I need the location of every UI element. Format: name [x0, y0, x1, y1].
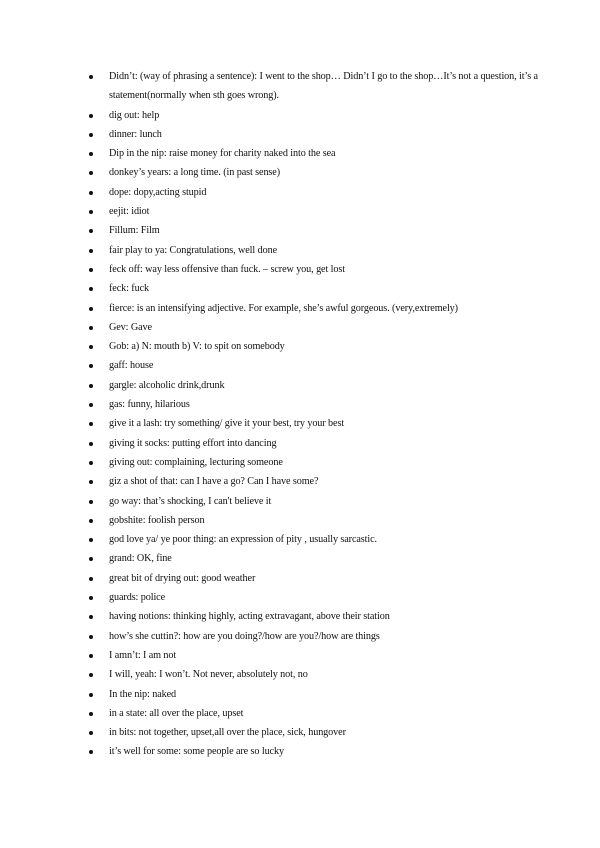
bullet-icon	[89, 364, 93, 368]
glossary-entry	[89, 414, 539, 433]
bullet-icon	[89, 442, 93, 446]
glossary-entry	[89, 67, 539, 106]
glossary-entry	[89, 472, 539, 491]
glossary-entry	[89, 453, 539, 472]
glossary-entry-text: I amn’t: I am not	[109, 649, 177, 661]
glossary-entry	[89, 511, 539, 530]
bullet-icon	[89, 519, 93, 523]
glossary-entry	[89, 742, 539, 761]
bullet-icon	[89, 326, 93, 330]
glossary-entry-text: guards: police	[109, 592, 166, 604]
glossary-entry	[89, 260, 539, 279]
glossary-entry	[89, 646, 539, 665]
glossary-entry-text: Gob: a) N: mouth b) V: to spit on somebody	[109, 341, 285, 353]
bullet-icon	[89, 693, 93, 697]
bullet-icon	[89, 654, 93, 658]
glossary-entry	[89, 549, 539, 568]
glossary-entry-text: in a state: all over the place, upset	[109, 707, 244, 719]
glossary-entry-text: great bit of drying out: good weather	[109, 572, 256, 584]
glossary-entry-text: gobshite: foolish person	[109, 514, 205, 526]
glossary-entry-text: it’s well for some: some people are so lucky	[109, 746, 284, 758]
glossary-entry-text: dinner: lunch	[109, 128, 162, 140]
glossary-entry-text: go way: that’s shocking, I can't believe it	[109, 495, 272, 507]
glossary-entry-text: Dip in the nip: raise money for charity naked into the sea	[109, 148, 336, 160]
glossary-entry	[89, 569, 539, 588]
glossary-entry	[89, 395, 539, 414]
bullet-icon	[89, 268, 93, 272]
glossary-entry-text: grand: OK, fine	[109, 553, 172, 565]
bullet-icon	[89, 133, 93, 137]
glossary-entry	[89, 337, 539, 356]
glossary-entry-text: dig out: help	[109, 109, 160, 121]
glossary-entry-text: fierce: is an intensifying adjective. For example, she’s awful gorgeous. (very,extremely)	[109, 302, 458, 314]
bullet-icon	[89, 307, 93, 311]
glossary-entry	[89, 221, 539, 240]
glossary-entry-text: giz a shot of that: can I have a go? Can I have some?	[109, 476, 319, 488]
glossary-entry	[89, 665, 539, 684]
glossary-entry-text: I will, yeah: I won’t. Not never, absolutely not, no	[109, 669, 308, 681]
slang-glossary-list	[89, 67, 539, 762]
glossary-entry-text: giving out: complaining, lecturing someone	[109, 456, 283, 468]
glossary-entry	[89, 163, 539, 182]
glossary-entry-text: eejit: idiot	[109, 206, 150, 218]
glossary-entry-text: god love ya/ ye poor thing: an expression of pity , usually sarcastic.	[109, 534, 378, 546]
bullet-icon	[89, 422, 93, 426]
glossary-entry-text: give it a lash: try something/ give it your best, try your best	[109, 418, 345, 430]
glossary-entry	[89, 588, 539, 607]
bullet-icon	[89, 500, 93, 504]
bullet-icon	[89, 403, 93, 407]
glossary-entry	[89, 434, 539, 453]
bullet-icon	[89, 577, 93, 581]
glossary-entry-text: Fillum: Film	[109, 225, 160, 237]
glossary-entry	[89, 607, 539, 626]
glossary-entry-text: in bits: not together, upset,all over the place, sick, hungover	[109, 727, 346, 739]
glossary-entry	[89, 106, 539, 125]
bullet-icon	[89, 673, 93, 677]
bullet-icon	[89, 712, 93, 716]
glossary-entry	[89, 376, 539, 395]
glossary-entry-text: fair play to ya: Congratulations, well done	[109, 244, 277, 256]
glossary-entry-text: Gev: Gave	[109, 321, 152, 333]
glossary-entry-text: how’s she cuttin?: how are you doing?/how are you?/how are things	[109, 630, 380, 642]
bullet-icon	[89, 191, 93, 195]
glossary-entry-text: feck: fuck	[109, 283, 150, 295]
bullet-icon	[89, 731, 93, 735]
glossary-entry	[89, 530, 539, 549]
glossary-entry-text: dope: dopy,acting stupid	[109, 186, 207, 198]
glossary-entry	[89, 241, 539, 260]
bullet-icon	[89, 461, 93, 465]
bullet-icon	[89, 750, 93, 754]
glossary-entry	[89, 704, 539, 723]
glossary-entry	[89, 144, 539, 163]
bullet-icon	[89, 171, 93, 175]
glossary-entry	[89, 318, 539, 337]
glossary-entry	[89, 492, 539, 511]
bullet-icon	[89, 152, 93, 156]
glossary-entry	[89, 202, 539, 221]
bullet-icon	[89, 114, 93, 118]
glossary-entry-text: gas: funny, hilarious	[109, 399, 190, 411]
bullet-icon	[89, 345, 93, 349]
bullet-icon	[89, 538, 93, 542]
bullet-icon	[89, 75, 93, 79]
glossary-entry-text: gaff: house	[109, 360, 154, 372]
glossary-entry-text: giving it socks: putting effort into dancing	[109, 437, 277, 449]
bullet-icon	[89, 615, 93, 619]
glossary-entry-text: gargle: alcoholic drink,drunk	[109, 379, 225, 391]
glossary-entry-text: feck off: way less offensive than fuck. – screw you, get lost	[109, 263, 345, 275]
bullet-icon	[89, 249, 93, 253]
bullet-icon	[89, 287, 93, 291]
glossary-entry-text: Didn’t: (way of phrasing a sentence): I went to the shop… Didn’t I go to the shop…It’s not a question, it’s a statement(normally when sth goes wrong).	[109, 71, 538, 102]
bullet-icon	[89, 210, 93, 214]
glossary-entry	[89, 125, 539, 144]
glossary-entry	[89, 723, 539, 742]
glossary-entry	[89, 356, 539, 375]
bullet-icon	[89, 229, 93, 233]
glossary-entry-text: having notions: thinking highly, acting extravagant, above their station	[109, 611, 390, 623]
glossary-entry	[89, 685, 539, 704]
glossary-entry-text: donkey’s years: a long time. (in past sense)	[109, 167, 281, 179]
bullet-icon	[89, 596, 93, 600]
glossary-entry	[89, 627, 539, 646]
bullet-icon	[89, 384, 93, 388]
glossary-entry	[89, 279, 539, 298]
glossary-entry-text: In the nip: naked	[109, 688, 177, 700]
bullet-icon	[89, 480, 93, 484]
glossary-entry	[89, 299, 539, 318]
bullet-icon	[89, 635, 93, 639]
glossary-entry	[89, 183, 539, 202]
bullet-icon	[89, 557, 93, 561]
